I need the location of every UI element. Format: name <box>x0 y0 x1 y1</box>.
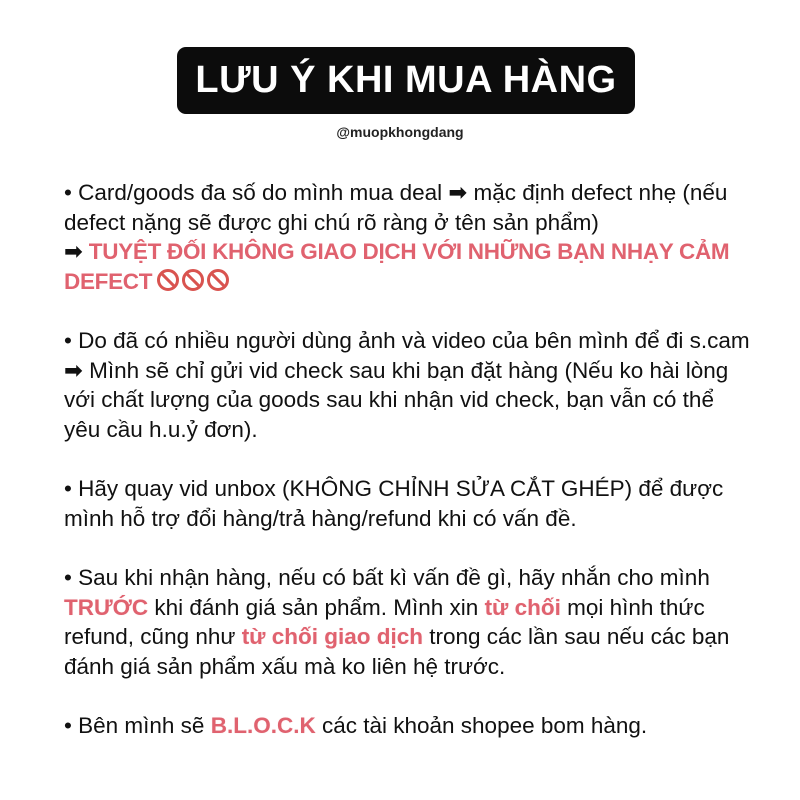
highlight-refuse: từ chối <box>484 594 561 620</box>
notice-text: Mình sẽ chỉ gửi vid check sau khi bạn đặt hàng (Nếu ko hài lòng với chất lượng của goods sau khi nhận vid check, bạn vẫn có thể yêu cầu h.u.ỷ đơn). <box>64 357 729 442</box>
notice-item-unbox <box>64 474 754 533</box>
author-handle: @muopkhongdang <box>336 124 464 140</box>
arrow-right-icon: ➡ <box>64 239 83 264</box>
notice-item-contact-first <box>64 563 754 681</box>
prohibited-icon <box>206 268 230 292</box>
prohibited-icon <box>181 268 205 292</box>
page-title: LƯU Ý KHI MUA HÀNG <box>195 59 617 101</box>
notice-body <box>64 178 754 771</box>
highlight-block: B.L.O.C.K <box>210 713 316 738</box>
highlight-warning: TUYỆT ĐỐI KHÔNG GIAO DỊCH VỚI NHỮNG BẠN NHẠY CẢM DEFECT <box>64 239 730 294</box>
arrow-right-icon: ➡ <box>448 180 468 205</box>
notice-item-video-check <box>64 326 754 444</box>
notice-text: các tài khoản shopee bom hàng. <box>315 713 648 738</box>
highlight-before: TRƯỚC <box>64 594 149 620</box>
notice-text: mọi hình thức refund, cũng như <box>64 594 705 649</box>
prohibited-icons <box>156 268 231 292</box>
notice-text: khi đánh giá sản phẩm. Mình xin <box>148 594 485 620</box>
title-banner <box>177 47 635 114</box>
notice-text: • Sau khi nhận hàng, nếu có bất kì vấn đề gì, hãy nhắn cho mình <box>64 565 710 590</box>
notice-text: • Bên mình sẽ <box>64 713 211 738</box>
notice-item-defect <box>64 178 754 296</box>
notice-text: • Card/goods đa số do mình mua deal <box>64 180 449 205</box>
notice-item-block <box>64 711 754 741</box>
arrow-right-icon: ➡ <box>64 357 83 383</box>
notice-text: • Do đã có nhiều người dùng ảnh và video của bên mình để đi s.cam <box>64 328 750 353</box>
prohibited-icon <box>156 268 180 292</box>
notice-text: trong các lần sau nếu các bạn đánh giá sản phẩm xấu mà ko liên hệ trước. <box>64 624 730 679</box>
highlight-refuse-transaction: từ chối giao dịch <box>241 624 423 649</box>
notice-text: • Hãy quay vid unbox (KHÔNG CHỈNH SỬA CẮT GHÉP) để được mình hỗ trợ đổi hàng/trả hàng/refund khi có vấn đề. <box>64 476 724 531</box>
notice-text: mặc định defect nhẹ (nếu defect nặng sẽ được ghi chú rõ ràng ở tên sản phẩm) <box>64 180 728 235</box>
